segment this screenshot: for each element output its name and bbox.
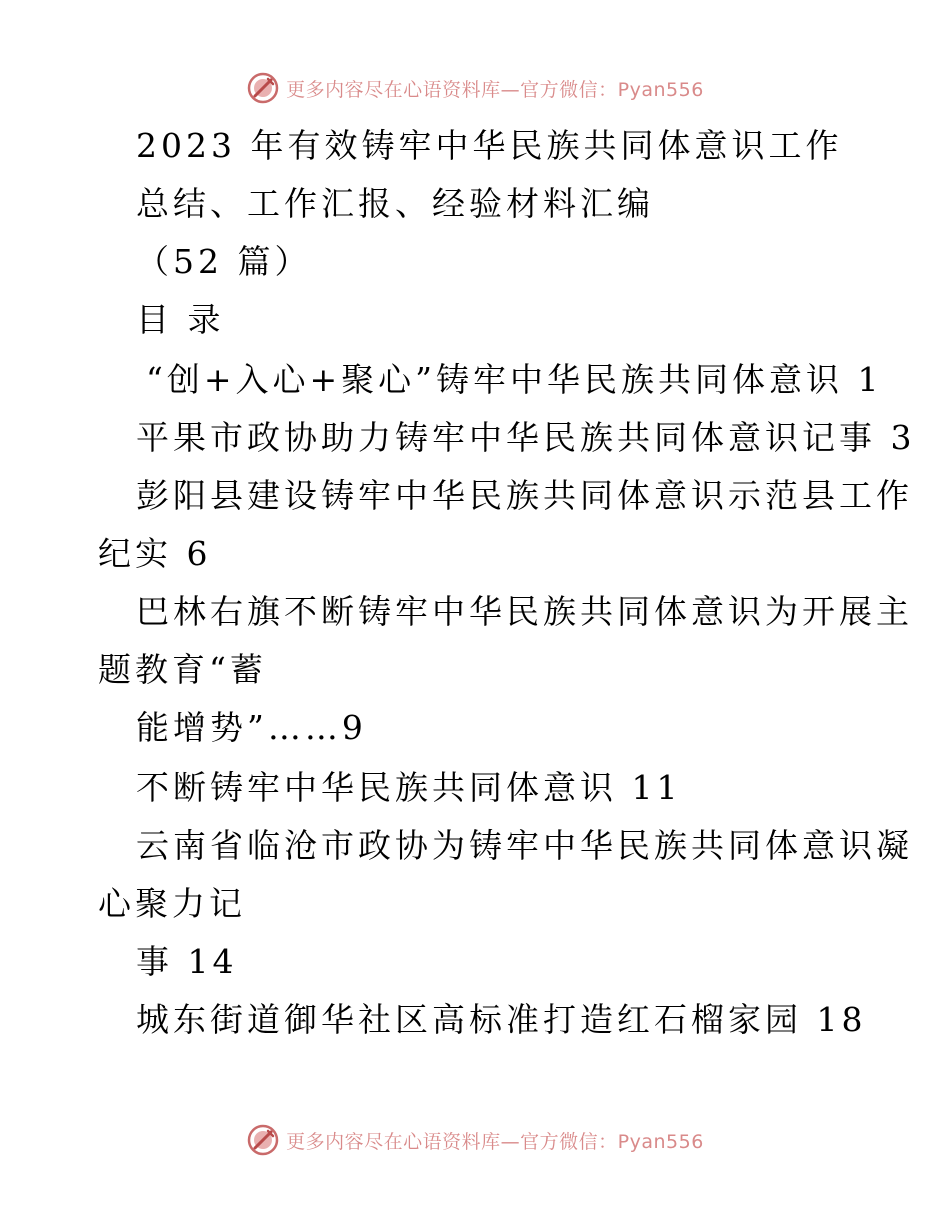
footer-banner — [0, 1120, 950, 1160]
toc-entry: 纪实 6 — [98, 534, 212, 573]
document-title-line-2: 总结、工作汇报、经验材料汇编 — [136, 184, 654, 223]
toc-entry: “创+入心+聚心”铸牢中华民族共同体意识 1 — [146, 360, 883, 399]
toc-entry: 巴林右旗不断铸牢中华民族共同体意识为开展主 — [136, 592, 913, 631]
document-title-line-1: 2023 年有效铸牢中华民族共同体意识工作 — [136, 126, 843, 165]
toc-entry: 城东街道御华社区高标准打造红石榴家园 18 — [136, 1000, 867, 1039]
pen-seal-logo-icon — [246, 1123, 280, 1157]
header-banner-text: 更多内容尽在心语资料库—官方微信：Pyan556 — [286, 78, 704, 101]
toc-entry: 能增势”……9 — [136, 708, 367, 747]
toc-entry: 事 14 — [136, 942, 238, 981]
toc-entry: 心聚力记 — [98, 884, 246, 923]
toc-entry: 题教育“蓄 — [98, 650, 267, 689]
toc-entry: 彭阳县建设铸牢中华民族共同体意识示范县工作 — [136, 476, 913, 515]
document-count: （52 篇） — [136, 242, 312, 281]
footer-banner-text: 更多内容尽在心语资料库—官方微信：Pyan556 — [286, 1130, 704, 1153]
toc-entry: 平果市政协助力铸牢中华民族共同体意识记事 3 — [136, 418, 916, 457]
toc-heading: 目 录 — [136, 300, 225, 339]
toc-entry: 云南省临沧市政协为铸牢中华民族共同体意识凝 — [136, 826, 913, 865]
toc-entry: 不断铸牢中华民族共同体意识 11 — [136, 768, 682, 807]
